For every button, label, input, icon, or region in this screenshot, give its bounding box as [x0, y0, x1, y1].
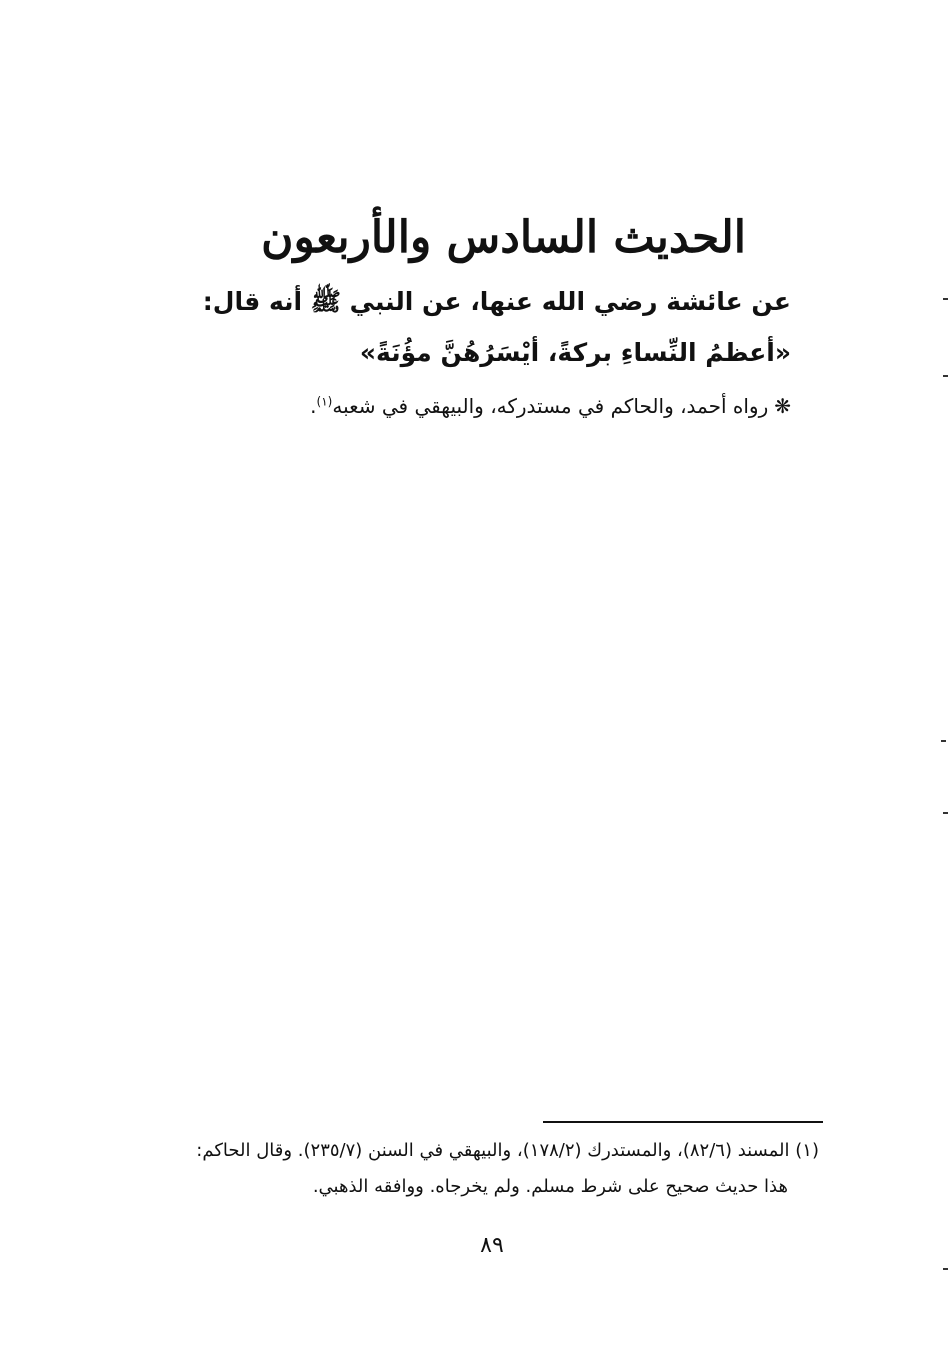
scan-edge-mark — [943, 812, 948, 814]
hadith-source — [310, 394, 791, 418]
footnote-line-2: هذا حديث صحيح على شرط مسلم. ولم يخرجاه. ووافقه الذهبي. — [312, 1176, 788, 1197]
footnote-line-1: (١) المسند (٨٢/٦)، والمستدرك (١٧٨/٢)، والبيهقي في السنن (٢٣٥/٧). وقال الحاكم: — [196, 1140, 819, 1161]
scan-edge-mark — [943, 1268, 948, 1270]
hadith-title: الحديث السادس والأربعون — [261, 212, 746, 263]
footnote-reference: (١) — [316, 394, 333, 409]
footnote-divider — [543, 1121, 823, 1123]
page-number: ٨٩ — [480, 1233, 504, 1258]
scan-edge-mark — [941, 740, 946, 742]
hadith-narration-intro: عن عائشة رضي الله عنها، عن النبي ﷺ أنه قال: — [202, 287, 791, 316]
hadith-source-end: . — [310, 394, 317, 418]
hadith-source-text: رواه أحمد، والحاكم في مستدركه، والبيهقي في شعبه — [332, 394, 769, 418]
scan-edge-mark — [943, 375, 948, 377]
scan-edge-mark — [943, 298, 948, 300]
hadith-text: «أعظمُ النِّساءِ بركةً، أيْسَرُهُنَّ مؤُنَةً» — [359, 338, 791, 367]
asterism-icon: ❋ — [774, 394, 791, 418]
